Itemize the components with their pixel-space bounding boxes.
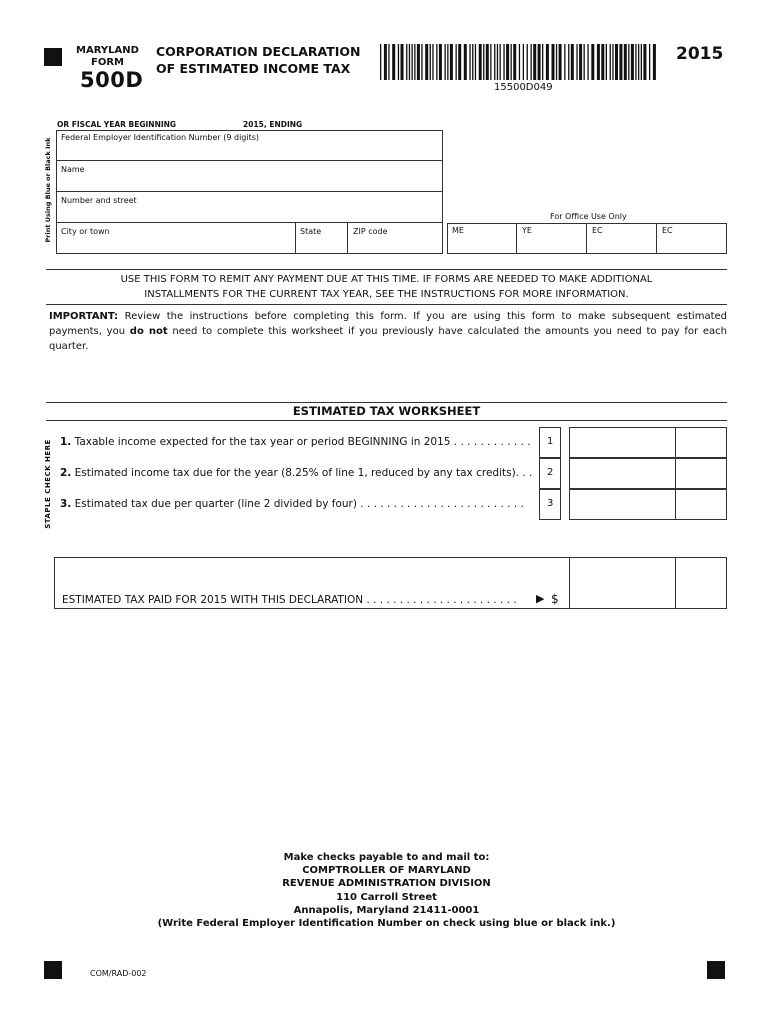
barcode-bar (584, 44, 585, 80)
barcode-bar (606, 44, 607, 80)
barcode-bar (552, 44, 555, 80)
barcode-bar (568, 44, 569, 80)
barcode-bar (635, 44, 636, 80)
barcode-bar (601, 44, 604, 80)
barcode-bar (401, 44, 404, 80)
barcode-bar (479, 44, 482, 80)
worksheet-line-1-amount[interactable] (569, 427, 676, 458)
worksheet-line-3 (60, 498, 524, 510)
worksheet-line-2-cents[interactable] (675, 458, 727, 489)
barcode-bar (533, 44, 536, 80)
worksheet-line-3-cents[interactable] (675, 489, 727, 520)
worksheet-title: ESTIMATED TAX WORKSHEET (292, 404, 481, 418)
barcode-bar (483, 44, 484, 80)
barcode-bar (490, 44, 491, 80)
barcode-bar (500, 44, 501, 80)
barcode-bar (398, 44, 399, 80)
line-box-number: 3 (547, 498, 554, 509)
divider (46, 304, 727, 305)
office-use-divider (586, 223, 587, 254)
line-number: 3. (60, 498, 72, 510)
important-line1: Review the instructions before completing this form. If you are using this form to make subsequent estimated (124, 311, 727, 322)
payment-line (62, 594, 517, 606)
barcode-bar (445, 44, 446, 80)
office-use-cell: YE (522, 226, 532, 235)
office-use-table (447, 223, 727, 254)
line-number: 2. (60, 467, 72, 479)
worksheet-line-2-amount[interactable] (569, 458, 676, 489)
barcode-bar (475, 44, 476, 80)
barcode-bar (486, 44, 489, 80)
barcode-bar (591, 44, 594, 80)
barcode-bar (615, 44, 618, 80)
barcode-bar (447, 44, 448, 80)
barcode-bar (571, 44, 574, 80)
registration-mark-top-left (44, 48, 62, 66)
barcode-bar (538, 44, 541, 80)
payment-arrow-icon: ▶ (536, 592, 545, 605)
barcode-bar (464, 44, 467, 80)
form-title-line1: CORPORATION DECLARATION (156, 44, 361, 59)
barcode-bar (392, 44, 395, 80)
office-use-cell: ME (452, 226, 464, 235)
barcode-bar (653, 44, 656, 80)
instruction-line2: INSTALLMENTS FOR THE CURRENT TAX YEAR, SEE THE INSTRUCTIONS FOR MORE INFORMATION. (144, 289, 629, 300)
barcode-bar (430, 44, 431, 80)
barcode-bar (643, 44, 646, 80)
line-text: Estimated income tax due for the year (8.25% of line 1, reduced by any tax credits). . . (74, 467, 533, 479)
barcode-bar (564, 44, 565, 80)
barcode-bar (417, 44, 420, 80)
barcode-bar (559, 44, 562, 80)
form-word: FORM (91, 57, 124, 68)
fiscal-year-beginning: OR FISCAL YEAR BEGINNING (57, 120, 177, 129)
fein-label: Federal Employer Identification Number (9 digits) (61, 133, 260, 142)
footer-form-code: COM/RAD-002 (90, 969, 147, 978)
line-text: Estimated tax due per quarter (line 2 divided by four) . . . . . . . . . . . . . . . . . . . . . . . . . (74, 498, 524, 510)
line-text: Taxable income expected for the tax year or period BEGINNING in 2015 . . . . . . . . . . . . (74, 436, 531, 448)
office-use-divider (656, 223, 657, 254)
payment-amount-field[interactable] (570, 558, 675, 608)
important-paragraph (49, 309, 727, 354)
barcode-bar (556, 44, 557, 80)
barcode-bar (610, 44, 611, 80)
office-use-divider (516, 223, 517, 254)
line-number: 1. (60, 436, 72, 448)
barcode-bar (624, 44, 627, 80)
important-line2c: need to complete this worksheet if you previously have calculated the amounts you need to pay for each (172, 326, 727, 337)
important-do-not: do not (129, 326, 168, 337)
worksheet-line-1 (60, 436, 531, 448)
staple-note-vertical: STAPLE CHECK HERE (44, 439, 52, 529)
barcode-bar (432, 44, 433, 80)
divider (46, 269, 727, 270)
barcode-bar (425, 44, 428, 80)
important-line3: quarter. (49, 341, 89, 352)
mail-line4: 110 Carroll Street (336, 891, 437, 903)
barcode-bar (439, 44, 442, 80)
registration-mark-bottom-right (707, 961, 725, 979)
barcode-bar (587, 44, 588, 80)
barcode-bar (472, 44, 473, 80)
barcode-image (380, 44, 658, 80)
name-field[interactable] (56, 160, 443, 192)
state-label: State (300, 227, 322, 236)
barcode-bar (638, 44, 639, 80)
barcode-number: 15500D049 (494, 82, 553, 93)
barcode-bar (513, 44, 516, 80)
barcode-bar (531, 44, 532, 80)
name-label: Name (61, 165, 85, 174)
zip-label: ZIP code (353, 227, 388, 236)
ink-instruction-vertical: Print Using Blue or Black Ink (44, 137, 52, 243)
important-line2a: payments, you (49, 326, 126, 337)
barcode-bar (421, 44, 422, 80)
mail-line2: COMPTROLLER OF MARYLAND (302, 865, 471, 877)
tax-year: 2015 (676, 44, 724, 64)
line-box-number: 2 (547, 467, 554, 478)
barcode-bar (597, 44, 600, 80)
form-title-line2: OF ESTIMATED INCOME TAX (156, 61, 351, 76)
mail-line5: Annapolis, Maryland 21411-0001 (293, 904, 480, 916)
office-use-cell: EC (662, 226, 673, 235)
barcode-bar (497, 44, 498, 80)
office-use-title: For Office Use Only (550, 212, 627, 221)
barcode-bar (458, 44, 461, 80)
worksheet-line-3-amount[interactable] (569, 489, 676, 520)
barcode-bar (511, 44, 512, 80)
barcode-bar (388, 44, 389, 80)
barcode-bar (412, 44, 413, 80)
payment-text: ESTIMATED TAX PAID FOR 2015 WITH THIS DECLARATION . . . . . . . . . . . . . . . . . . . . . . . (62, 594, 517, 606)
barcode-bar (523, 44, 524, 80)
mail-line3: REVENUE ADMINISTRATION DIVISION (282, 878, 491, 890)
barcode-bar (506, 44, 509, 80)
barcode-bar (406, 44, 407, 80)
barcode-bar (414, 44, 415, 80)
worksheet-line-2 (60, 467, 532, 479)
barcode-bar (641, 44, 642, 80)
barcode-bar (619, 44, 622, 80)
instruction-line1: USE THIS FORM TO REMIT ANY PAYMENT DUE AT THIS TIME. IF FORMS ARE NEEDED TO MAKE ADDITIONAL (120, 274, 653, 285)
state-label: MARYLAND (76, 45, 139, 56)
important-label: IMPORTANT: (49, 311, 119, 322)
barcode-bar (542, 44, 543, 80)
mail-line6: (Write Federal Employer Identification Number on check using blue or black ink.) (157, 918, 616, 930)
barcode-bar (628, 44, 629, 80)
barcode-bar (576, 44, 577, 80)
fiscal-year-ending: 2015, ENDING (243, 120, 303, 129)
divider (46, 402, 727, 403)
barcode-bar (469, 44, 470, 80)
registration-mark-bottom-left (44, 961, 62, 979)
dollar-sign: $ (551, 592, 559, 606)
line-box-number: 1 (547, 436, 554, 447)
street-label: Number and street (61, 196, 137, 205)
payment-cents-field[interactable] (676, 558, 726, 608)
barcode-bar (649, 44, 650, 80)
barcode-bar (450, 44, 453, 80)
barcode-bar (631, 44, 634, 80)
barcode-bar (503, 44, 504, 80)
barcode-bar (519, 44, 520, 80)
barcode-bar (612, 44, 613, 80)
barcode-bar (527, 44, 528, 80)
barcode-bar (436, 44, 437, 80)
office-use-cell: EC (592, 226, 603, 235)
mailing-address (46, 851, 727, 930)
mail-line1: Make checks payable to and mail to: (283, 852, 490, 863)
barcode-bar (384, 44, 387, 80)
city-label: City or town (61, 227, 110, 236)
barcode-bar (494, 44, 495, 80)
barcode-bar (380, 44, 381, 80)
worksheet-line-1-cents[interactable] (675, 427, 727, 458)
barcode-bar (579, 44, 582, 80)
barcode-bar (546, 44, 549, 80)
barcode-bar (409, 44, 410, 80)
divider (46, 420, 727, 421)
form-number: 500D (80, 68, 144, 92)
barcode-bar (456, 44, 457, 80)
